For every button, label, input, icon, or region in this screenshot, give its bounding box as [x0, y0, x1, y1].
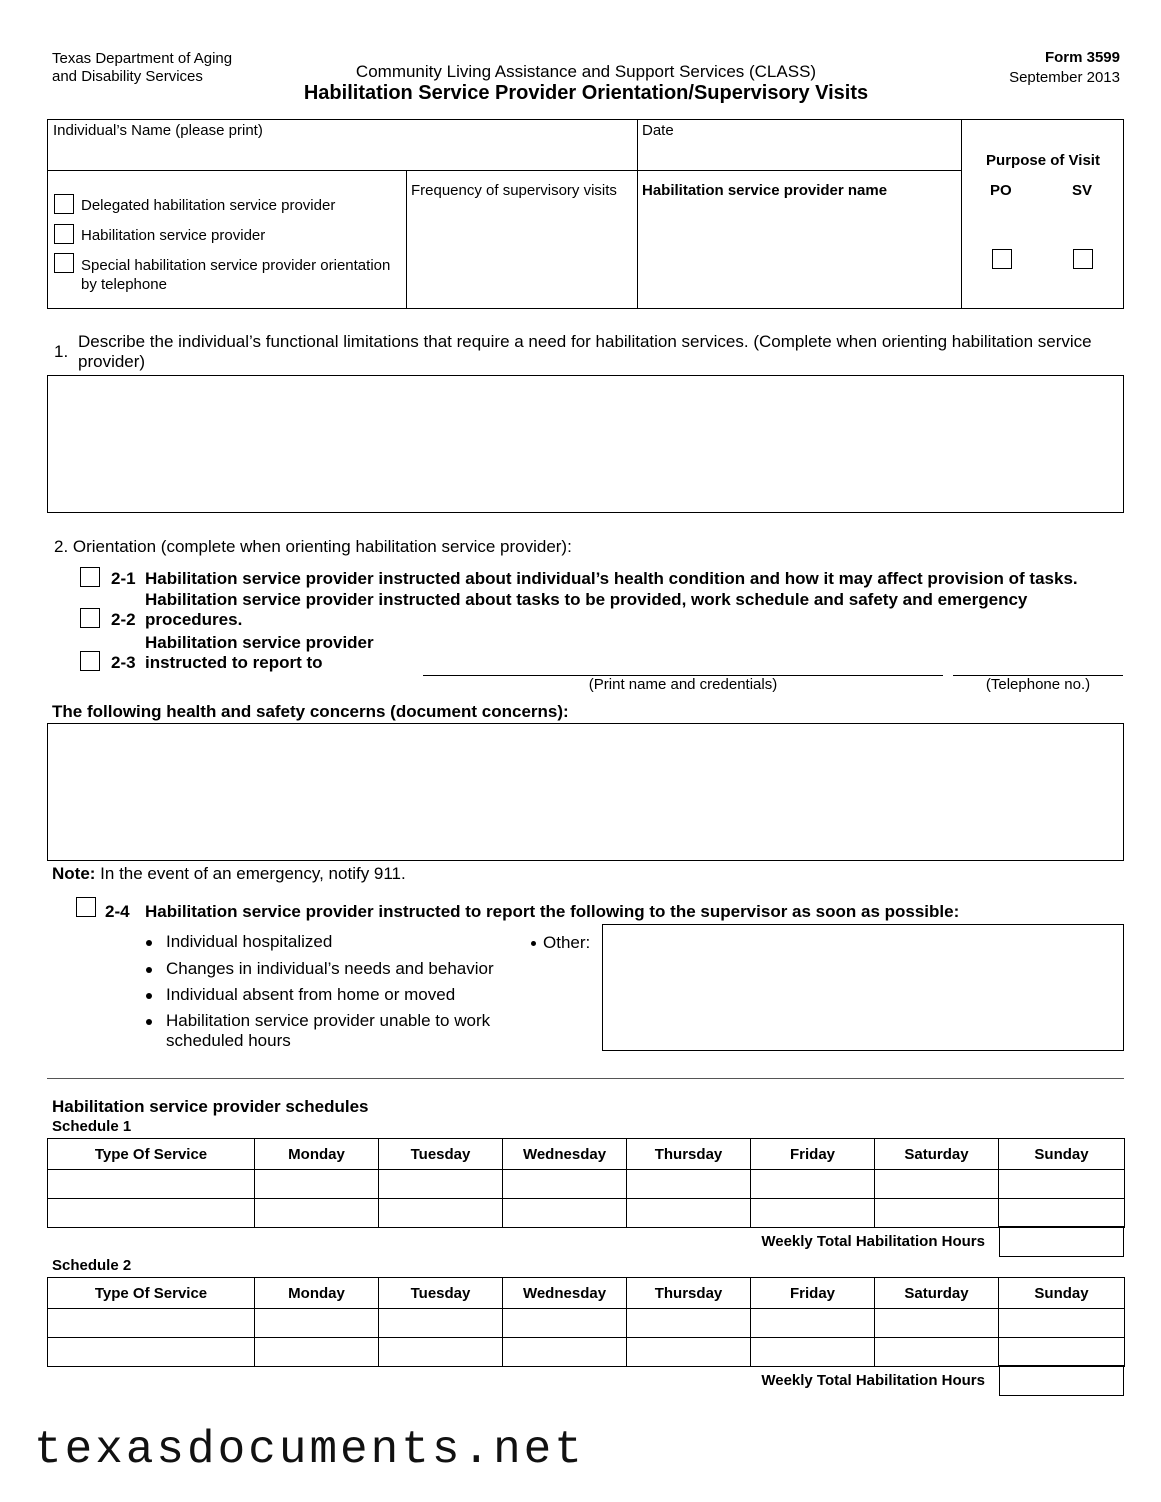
section-divider: [47, 1078, 1124, 1079]
table-cell[interactable]: [999, 1170, 1125, 1199]
bullet-unable-to-work: [166, 1011, 490, 1051]
table-cell[interactable]: [503, 1309, 627, 1338]
item-2-2-text: [145, 590, 1027, 630]
schedule-1-weekly-total-input[interactable]: [999, 1226, 1124, 1257]
table-cell[interactable]: [255, 1199, 379, 1228]
column-header: Saturday: [875, 1278, 999, 1309]
habilitation-provider-label: Habilitation service provider: [81, 227, 266, 244]
delegated-provider-label: Delegated habilitation service provider: [81, 197, 336, 214]
column-header: Sunday: [999, 1139, 1125, 1170]
bullet-needs-changes: Changes in individual’s needs and behavior: [166, 959, 494, 978]
frequency-input[interactable]: [407, 200, 636, 308]
page-title: Habilitation Service Provider Orientation/Supervisory Visits: [303, 82, 869, 104]
table-row: [48, 1199, 1125, 1228]
column-header: Sunday: [999, 1278, 1125, 1309]
telephone-orientation-checkbox[interactable]: [54, 253, 74, 273]
table-cell[interactable]: [48, 1199, 255, 1228]
table-cell[interactable]: [627, 1309, 751, 1338]
table-cell[interactable]: [751, 1199, 875, 1228]
item-2-3-text-line-2: instructed to report to: [145, 653, 323, 672]
form-date: September 2013: [1009, 69, 1120, 86]
table-cell[interactable]: [627, 1338, 751, 1367]
report-to-phone-input[interactable]: [953, 650, 1123, 674]
date-label: Date: [642, 122, 674, 139]
sv-label: SV: [1072, 182, 1093, 199]
agency-line-2: and Disability Services: [52, 68, 203, 85]
provider-name-label: Habilitation service provider name: [642, 182, 888, 199]
item-2-1-checkbox[interactable]: [80, 567, 100, 587]
report-to-name-input[interactable]: [423, 650, 943, 674]
item-2-3-text-line-1: Habilitation service provider: [145, 633, 374, 652]
column-header: Saturday: [875, 1139, 999, 1170]
table-cell[interactable]: [999, 1338, 1125, 1367]
item-2-4-number: 2-4: [105, 902, 130, 921]
table-cell[interactable]: [875, 1170, 999, 1199]
table-row: [48, 1170, 1125, 1199]
item-2-3-text: [145, 633, 374, 673]
schedule-1-weekly-total-label: Weekly Total Habilitation Hours: [761, 1233, 985, 1250]
table-cell[interactable]: [48, 1338, 255, 1367]
functional-limitations-input[interactable]: [47, 375, 1124, 513]
table-cell[interactable]: [379, 1309, 503, 1338]
schedule-2-table: [47, 1277, 1125, 1367]
table-cell[interactable]: [875, 1199, 999, 1228]
item-2-4-checkbox[interactable]: [76, 897, 96, 917]
item-2-3-checkbox[interactable]: [80, 651, 100, 671]
table-cell[interactable]: [751, 1170, 875, 1199]
item-2-2-text-line-1: Habilitation service provider instructed about tasks to be provided, work schedule and safety and emergency: [145, 590, 1028, 609]
item-2-2-checkbox[interactable]: [80, 608, 100, 628]
table-cell[interactable]: [255, 1338, 379, 1367]
item-2-1-text: Habilitation service provider instructed about individual’s health condition and how it may affect provision of tasks.: [145, 569, 1078, 588]
column-header: Type Of Service: [48, 1139, 255, 1170]
schedule-1-label: Schedule 1: [52, 1118, 132, 1135]
table-cell[interactable]: [503, 1199, 627, 1228]
note-text: In the event of an emergency, notify 911.: [95, 864, 406, 883]
column-header: Monday: [255, 1278, 379, 1309]
note-label: Note:: [52, 864, 96, 883]
column-header: Thursday: [627, 1278, 751, 1309]
habilitation-provider-checkbox[interactable]: [54, 224, 74, 244]
telephone-orientation-line-2: by telephone: [81, 276, 167, 293]
table-row: [48, 1338, 1125, 1367]
column-header: Friday: [751, 1278, 875, 1309]
table-cell[interactable]: [379, 1170, 503, 1199]
table-cell[interactable]: [627, 1199, 751, 1228]
bullet-unable-to-work-line-1: Habilitation service provider unable to work: [166, 1011, 491, 1030]
schedules-heading: Habilitation service provider schedules: [52, 1097, 369, 1116]
column-header: Wednesday: [503, 1278, 627, 1309]
table-cell[interactable]: [751, 1309, 875, 1338]
section1-text-line-1: Describe the individual’s functional limitations that require a need for habilitation services. (Complete when orienting habilitation service: [78, 332, 1092, 351]
table-cell[interactable]: [875, 1309, 999, 1338]
table-cell[interactable]: [48, 1170, 255, 1199]
table-cell[interactable]: [379, 1199, 503, 1228]
column-header: Thursday: [627, 1139, 751, 1170]
column-header: Friday: [751, 1139, 875, 1170]
frequency-label: Frequency of supervisory visits: [411, 182, 617, 199]
schedule-2-weekly-total-input[interactable]: [999, 1365, 1124, 1396]
schedule-1-header-row: [48, 1139, 1125, 1170]
table-cell[interactable]: [255, 1170, 379, 1199]
other-input[interactable]: [602, 924, 1124, 1051]
individual-name-input[interactable]: [48, 140, 636, 169]
section1-number: 1.: [54, 342, 69, 361]
table-cell[interactable]: [999, 1199, 1125, 1228]
table-row: [48, 1309, 1125, 1338]
item-2-1-number: 2-1: [111, 569, 136, 588]
section1-text: [78, 332, 1092, 372]
program-name: Community Living Assistance and Support Services (CLASS): [355, 62, 817, 81]
table-cell[interactable]: [999, 1309, 1125, 1338]
item-2-4-text: Habilitation service provider instructed to report the following to the supervisor as soon as possible:: [145, 902, 960, 921]
schedule-2-label: Schedule 2: [52, 1257, 132, 1274]
table-cell[interactable]: [751, 1338, 875, 1367]
column-header: Type Of Service: [48, 1278, 255, 1309]
column-header: Tuesday: [379, 1278, 503, 1309]
purpose-of-visit-label: Purpose of Visit: [986, 152, 1100, 169]
table-cell[interactable]: [379, 1338, 503, 1367]
individual-name-label: Individual’s Name (please print): [53, 122, 263, 139]
table-cell[interactable]: [627, 1170, 751, 1199]
other-label: Other:: [543, 933, 591, 952]
section2-heading: 2. Orientation (complete when orienting habilitation service provider):: [54, 537, 572, 556]
section1-text-line-2: provider): [78, 352, 146, 371]
table-cell[interactable]: [875, 1338, 999, 1367]
item-2-2-number: 2-2: [111, 610, 136, 629]
po-checkbox[interactable]: [992, 249, 1012, 269]
column-header: Wednesday: [503, 1139, 627, 1170]
schedule-1-table: [47, 1138, 1125, 1228]
column-header: Monday: [255, 1139, 379, 1170]
form-number: Form 3599: [1044, 49, 1120, 66]
health-safety-concerns-input[interactable]: [47, 723, 1124, 861]
table-cell[interactable]: [48, 1309, 255, 1338]
telephone-caption: (Telephone no.): [985, 676, 1091, 693]
print-name-caption: (Print name and credentials): [588, 676, 778, 693]
table-cell[interactable]: [503, 1338, 627, 1367]
date-input[interactable]: [638, 140, 960, 169]
bullet-unable-to-work-line-2: scheduled hours: [166, 1031, 291, 1050]
telephone-orientation-line-1: Special habilitation service provider orientation: [81, 257, 391, 274]
po-label: PO: [990, 182, 1012, 199]
column-header: Tuesday: [379, 1139, 503, 1170]
schedule-2-weekly-total-label: Weekly Total Habilitation Hours: [761, 1372, 985, 1389]
schedule-2-header-row: [48, 1278, 1125, 1309]
concerns-heading: The following health and safety concerns (document concerns):: [52, 702, 569, 721]
agency-line-1: Texas Department of Aging: [52, 50, 233, 67]
bullet-hospitalized: Individual hospitalized: [166, 932, 333, 951]
sv-checkbox[interactable]: [1073, 249, 1093, 269]
table-cell[interactable]: [503, 1170, 627, 1199]
provider-name-input[interactable]: [638, 200, 960, 308]
table-cell[interactable]: [255, 1309, 379, 1338]
telephone-orientation-label: [81, 256, 390, 294]
item-2-3-number: 2-3: [111, 653, 136, 672]
item-2-2-text-line-2: procedures.: [145, 610, 243, 629]
bullet-absent: Individual absent from home or moved: [166, 985, 456, 1004]
emergency-note: [52, 864, 406, 884]
watermark: texasdocuments.net: [34, 1424, 585, 1476]
delegated-provider-checkbox[interactable]: [54, 194, 74, 214]
